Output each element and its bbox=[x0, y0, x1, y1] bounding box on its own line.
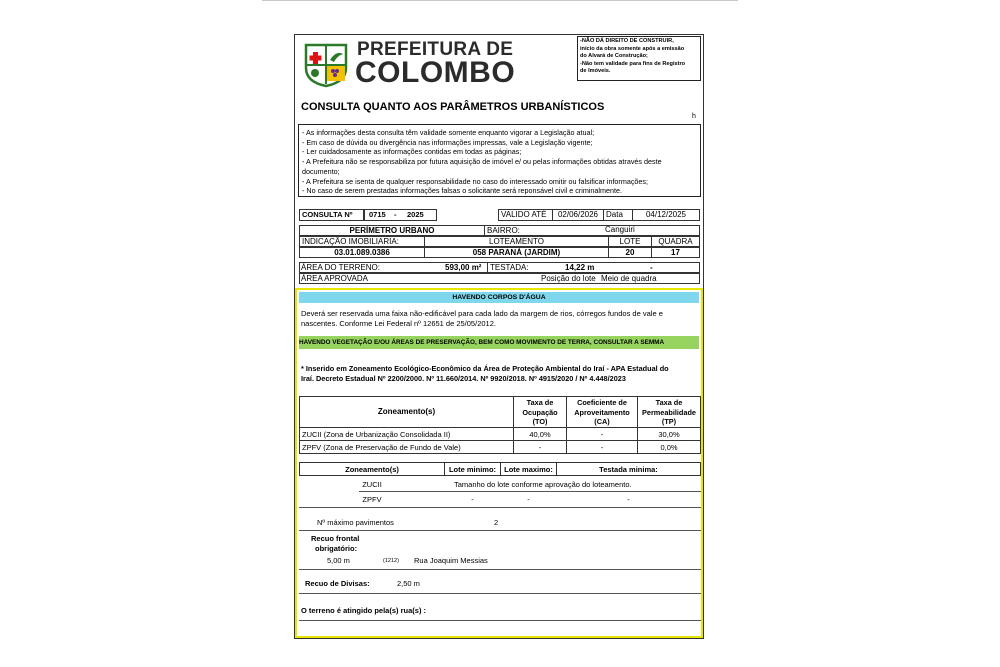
zoning-row-zone: ZUCII (Zona de Urbanização Consolidada II) bbox=[299, 427, 514, 441]
page-title: CONSULTA QUANTO AOS PARÂMETROS URBANÍSTICOS bbox=[301, 101, 605, 113]
notice-line: -NÃO DÁ DIREITO DE CONSTRUIR, bbox=[580, 38, 674, 44]
quadra-label: QUADRA bbox=[651, 236, 700, 247]
consulta-date: 04/12/2025 bbox=[632, 209, 700, 221]
coat-of-arms-icon bbox=[303, 42, 349, 88]
loteamento-label: LOTEAMENTO bbox=[424, 236, 609, 247]
corpos-dagua-header: HAVENDO CORPOS D'ÁGUA bbox=[299, 292, 699, 303]
lot-row-zone: ZPFV bbox=[362, 495, 382, 504]
lot-header-min: Lote minimo: bbox=[444, 462, 501, 476]
lote-label: LOTE bbox=[608, 236, 652, 247]
recuo-divider bbox=[299, 569, 701, 570]
recuo-divisas-value: 2,50 m bbox=[397, 579, 420, 588]
zoning-row-to: 40,0% bbox=[513, 427, 567, 441]
notice-line: -Não tem validade para fins de Registro bbox=[580, 60, 686, 67]
zoning-header-to-line: (TO) bbox=[532, 417, 548, 426]
consultation-document bbox=[294, 34, 704, 639]
perimetro: PERÍMETRO URBANO bbox=[299, 225, 485, 236]
zoning-row-to: - bbox=[513, 440, 567, 454]
disclaimer-line: - Em caso de dúvida ou divergência nas informações impressas, vale a Legislação vigente; bbox=[302, 137, 593, 147]
zoning-row-tp: 30,0% bbox=[637, 427, 701, 441]
testada-label: TESTADA: bbox=[490, 263, 529, 272]
zoning-header-zone: Zoneamento(s) bbox=[299, 396, 514, 428]
restrictions-section bbox=[295, 288, 703, 638]
lot-row-divider bbox=[359, 491, 701, 492]
zoning-table bbox=[299, 396, 701, 456]
recuo-divisas-label: Recuo de Divisas: bbox=[305, 579, 370, 588]
disclaimer-line: - No caso de serem prestadas informações falsas o solicitante será reponsável civil e criminalmente. bbox=[302, 186, 622, 196]
zoning-row-ca: - bbox=[566, 440, 638, 454]
posicao-label: Posição do lote bbox=[541, 274, 596, 283]
recuo-street: Rua Joaquim Messias bbox=[414, 556, 488, 565]
vegetacao-header: HAVENDO VEGETAÇÃO E/OU ÁREAS DE PRESERVAÇÃO, BEM COMO MOVIMENTO DE TERRA, CONSULTAR A SEMMA bbox=[299, 336, 699, 349]
corpos-dagua-text-1: Deverá ser reservada uma faixa não-edificável para cada lado da margem de rios, córregos fundos de vale e bbox=[301, 309, 663, 318]
lot-row-min: - bbox=[471, 495, 474, 504]
lot-header-testada: Testada minima: bbox=[556, 462, 701, 476]
pavimentos-value: 2 bbox=[494, 518, 499, 527]
bairro-label: BAIRRO: bbox=[484, 225, 700, 236]
zoning-header-tp-line: (TP) bbox=[661, 417, 677, 426]
consulta-number: 0715 bbox=[369, 210, 386, 219]
pavimentos-divider bbox=[299, 530, 701, 531]
date-label: Data bbox=[603, 209, 633, 221]
testada-dash: - bbox=[650, 263, 653, 272]
area-aprovada-label: ÁREA APROVADA bbox=[301, 274, 368, 283]
notice-line: início da obra somente após a emissão bbox=[580, 45, 685, 52]
lot-row-zone: ZUCII bbox=[362, 480, 382, 489]
area-divider bbox=[487, 262, 488, 273]
atingido-label: O terreno é atingido pela(s) rua(s) : bbox=[301, 606, 427, 615]
recuo-frontal-label-2: obrigatório: bbox=[315, 544, 358, 553]
h-mark: h bbox=[692, 113, 696, 120]
zoning-header-to-line: Taxa de bbox=[526, 398, 554, 407]
zoning-row-tp: 0,0% bbox=[637, 440, 701, 454]
valid-until-label: VALIDO ATÉ bbox=[498, 209, 553, 221]
zoning-header-ca-line: Aproveitamento bbox=[574, 407, 630, 417]
divisas-divider bbox=[299, 593, 701, 594]
zoning-row-ca: - bbox=[566, 427, 638, 441]
atingido-divider bbox=[299, 620, 701, 621]
lot-header-zone: Zoneamento(s) bbox=[299, 462, 445, 476]
indicacao-value: 03.01.089.0386 bbox=[299, 247, 425, 258]
zoning-header-to-line: Ocupação bbox=[522, 407, 558, 417]
consulta-number-box bbox=[363, 209, 437, 221]
lote-value: 20 bbox=[608, 247, 652, 258]
consulta-year: 2025 bbox=[407, 210, 424, 219]
bairro-value: Canguiri bbox=[605, 225, 635, 234]
zoning-header-tp-line: Taxa de bbox=[655, 398, 683, 407]
lot-row-note: Tamanho do lote conforme aprovação do loteamento. bbox=[454, 480, 632, 489]
disclaimer-line: - Ler cuidadosamente as informações contidas em todas as páginas; bbox=[302, 147, 522, 157]
org-name-line1: PREFEITURA DE bbox=[357, 39, 514, 60]
zoning-header-ca-line: (CA) bbox=[594, 417, 610, 426]
disclaimer-line: - A Prefeitura não se responsabiliza por futura aquisição de imóvel e/ ou pelas informações obtidas através deste bbox=[302, 157, 662, 167]
area-label: ÁREA DO TERRENO: bbox=[301, 263, 380, 272]
page-top-rule bbox=[262, 0, 738, 1]
recuo-code: (1212) bbox=[383, 558, 399, 564]
zoning-header-tp-line: Permeabilidade bbox=[642, 407, 696, 417]
valid-until-date: 02/06/2026 bbox=[552, 209, 604, 221]
posicao-value: Meio de quadra bbox=[601, 274, 657, 283]
notice-line: do Alvará de Construção; bbox=[580, 53, 648, 60]
consulta-label: CONSULTA Nº bbox=[299, 209, 365, 221]
org-name-line2: COLOMBO bbox=[355, 56, 516, 89]
lot-row-divider bbox=[299, 507, 701, 508]
apa-text-1: * Inserido em Zoneamento Ecológico-Econômico da Área de Proteção Ambiental do Iraí - APA Estadual do bbox=[301, 364, 669, 373]
apa-text-2: Iraí. Decreto Estadual Nº 2200/2000. Nº 11.660/2014. Nº 9920/2018. Nº 4915/2020 / Nº 4.448/2023 bbox=[301, 374, 626, 383]
disclaimer-line: documento; bbox=[302, 166, 340, 176]
notice-box bbox=[577, 36, 701, 81]
indicacao-label: INDICAÇÃO IMOBILIARIA: bbox=[299, 236, 425, 247]
corpos-dagua-text-2: nascentes. Conforme Lei Federal nº 12651 de 25/05/2012. bbox=[301, 319, 496, 328]
notice-line: de Imóveis. bbox=[580, 68, 611, 75]
pavimentos-label: Nº máximo pavimentos bbox=[317, 518, 394, 527]
zoning-header-ca-line: Coeficiente de bbox=[577, 398, 627, 407]
consulta-dash: - bbox=[394, 210, 397, 219]
lot-header-max: Lote maximo: bbox=[500, 462, 557, 476]
testada-value: 14,22 m bbox=[565, 263, 595, 272]
zoning-header-to bbox=[513, 396, 567, 428]
zoning-header-tp bbox=[637, 396, 701, 428]
recuo-frontal-label-1: Recuo frontal bbox=[311, 534, 360, 543]
zoning-row-zone: ZPFV (Zona de Preservação de Fundo de Vale) bbox=[299, 440, 514, 454]
disclaimer-line: - As informações desta consulta têm validade somente enquanto vigorar a Legislação atual; bbox=[302, 128, 595, 137]
disclaimer-line: - A Prefeitura se isenta de qualquer responsabilidade no caso do interessado omitir ou falsificar informações; bbox=[302, 176, 648, 186]
quadra-value: 17 bbox=[651, 247, 700, 258]
lot-row-max: - bbox=[527, 495, 530, 504]
disclaimer-box bbox=[298, 124, 701, 197]
area-value: 593,00 m² bbox=[445, 263, 482, 272]
lot-table bbox=[299, 462, 701, 512]
recuo-frontal-value: 5,00 m bbox=[327, 556, 350, 565]
lot-row-testada: - bbox=[627, 495, 630, 504]
zoning-header-ca bbox=[566, 396, 638, 428]
loteamento-value: 058 PARANÁ (JARDIM) bbox=[424, 247, 609, 258]
